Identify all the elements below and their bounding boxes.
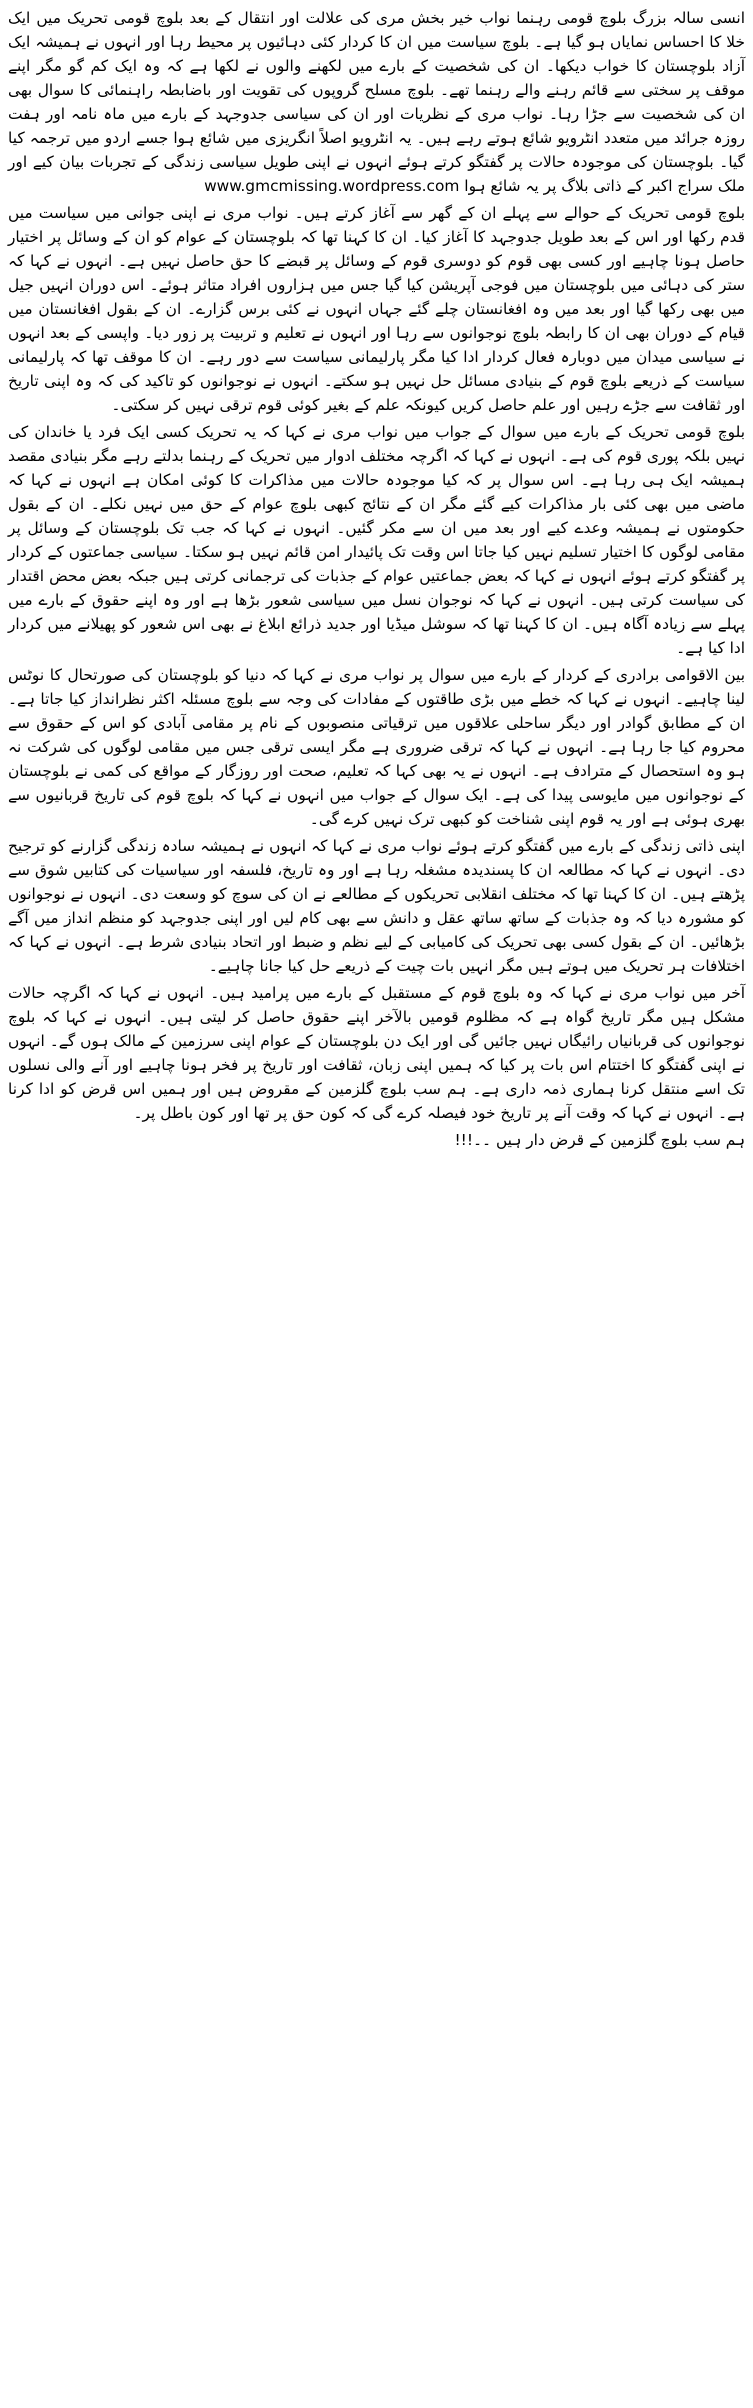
closing-line: ہم سب بلوچ گلزمین کے قرض دار ہیں ۔۔!!! <box>454 1131 745 1149</box>
paragraph: آخر میں نواب مری نے کہا کہ وہ بلوچ قوم کے مستقبل کے بارے میں پرامید ہیں۔ انہوں نے کہا کہ اگرچہ حالات مشکل ہیں مگر تاریخ گواہ ہے کہ مظلوم قومیں بالآخر اپنے حقوق حاصل کر لیتی ہیں۔ انہوں نے کہا کہ بلوچ نوجوانوں کی قربانیاں رائیگاں نہیں جائیں گی اور ایک دن بلوچستان کے عوام اپنی سرزمین کے مالک ہوں گے۔ انہوں نے اپنی گفتگو کا اختتام اس بات پر کیا کہ ہمیں اپنی زبان، ثقافت اور تاریخ پر فخر ہونا چاہیے اور آنے والی نسلوں تک اسے منتقل کرنا ہماری ذمہ داری ہے۔ ہم سب بلوچ گلزمین کے مقروض ہیں اور ہمیں اس قرض کو ادا کرنا ہے۔ انہوں نے کہا کہ وقت آنے پر تاریخ خود فیصلہ کرے گی کہ کون حق پر تھا اور کون باطل پر۔ <box>8 984 745 1122</box>
blog-link[interactable]: www.gmcmissing.wordpress.com <box>204 177 460 195</box>
paragraph: بین الاقوامی برادری کے کردار کے بارے میں سوال پر نواب مری نے کہا کہ دنیا کو بلوچستان کی صورتحال کا نوٹس لینا چاہیے۔ انہوں نے کہا کہ خطے میں بڑی طاقتوں کے مفادات کی وجہ سے بلوچ مسئلہ اکثر نظرانداز کیا جاتا ہے۔ ان کے مطابق گوادر اور دیگر ساحلی علاقوں میں ترقیاتی منصوبوں کے نام پر مقامی آبادی کو اس کے حقوق سے محروم کیا جا رہا ہے۔ انہوں نے کہا کہ ترقی ضروری ہے مگر ایسی ترقی جس میں مقامی لوگوں کی شرکت نہ ہو وہ استحصال کے مترادف ہے۔ انہوں نے یہ بھی کہا کہ تعلیم، صحت اور روزگار کے مواقع کی کمی نے بلوچستان کے نوجوانوں میں مایوسی پیدا کی ہے۔ ایک سوال کے جواب میں انہوں نے کہا کہ بلوچ قوم کی تاریخ قربانیوں سے بھری ہوئی ہے اور یہ قوم اپنی شناخت کو کبھی ترک نہیں کرے گی۔ <box>8 666 745 828</box>
paragraph-intro <box>8 6 745 198</box>
paragraph: بلوچ قومی تحریک کے حوالے سے پہلے ان کے گھر سے آغاز کرتے ہیں۔ نواب مری نے اپنی جوانی میں سیاست میں قدم رکھا اور اس کے بعد طویل جدوجہد کا آغاز کیا۔ ان کا کہنا تھا کہ بلوچستان کے عوام کو ان کے وسائل پر اختیار حاصل ہونا چاہیے اور کسی بھی قوم کو دوسری قوم کے وسائل پر قبضے کا حق حاصل نہیں ہے۔ انہوں نے کہا کہ ستر کی دہائی میں بلوچستان میں فوجی آپریشن کیا گیا جس میں ہزاروں افراد متاثر ہوئے۔ اس دوران انہیں جیل میں بھی رکھا گیا اور بعد میں وہ افغانستان چلے گئے جہاں انہوں نے کئی برس گزارے۔ ان کے بقول افغانستان میں قیام کے دوران بھی ان کا رابطہ بلوچ نوجوانوں سے رہا اور انہوں نے تعلیم و تربیت پر زور دیا۔ واپسی کے بعد انہوں نے سیاسی میدان میں دوبارہ فعال کردار ادا کیا مگر پارلیمانی سیاست سے دور رہے۔ ان کا موقف تھا کہ پارلیمانی سیاست کے ذریعے بلوچ قوم کے بنیادی مسائل حل نہیں ہو سکتے۔ انہوں نے نوجوانوں کو تاکید کی کہ وہ اپنی تاریخ اور ثقافت سے جڑے رہیں اور علم حاصل کریں کیونکہ علم کے بغیر کوئی قوم ترقی نہیں کر سکتی۔ <box>8 204 745 414</box>
interview-article <box>8 6 745 1152</box>
paragraph: اپنی ذاتی زندگی کے بارے میں گفتگو کرتے ہوئے نواب مری نے کہا کہ انہوں نے ہمیشہ سادہ زندگی گزارنے کو ترجیح دی۔ انہوں نے کہا کہ مطالعہ ان کا پسندیدہ مشغلہ رہا ہے اور وہ تاریخ، فلسفہ اور سیاسیات کی کتابیں شوق سے پڑھتے ہیں۔ ان کا کہنا تھا کہ مختلف انقلابی تحریکوں کے مطالعے نے ان کی سوچ کو وسعت دی۔ انہوں نے نوجوانوں کو مشورہ دیا کہ وہ جذبات کے ساتھ ساتھ عقل و دانش سے بھی کام لیں اور اپنی جدوجہد کو منظم انداز میں آگے بڑھائیں۔ ان کے بقول کسی بھی تحریک کی کامیابی کے لیے نظم و ضبط اور اتحاد بنیادی شرط ہے۔ انہوں نے کہا کہ اختلافات ہر تحریک میں ہوتے ہیں مگر انہیں بات چیت کے ذریعے حل کیا جانا چاہیے۔ <box>8 837 745 975</box>
paragraph-intro-text: انسی سالہ بزرگ بلوچ قومی رہنما نواب خیر بخش مری کی علالت اور انتقال کے بعد بلوچ قومی تحریک میں ایک خلا کا احساس نمایاں ہو گیا ہے۔ بلوچ سیاست میں ان کا کردار کئی دہائیوں پر محیط رہا اور انہوں نے ہمیشہ ایک آزاد بلوچستان کا خواب دیکھا۔ ان کی شخصیت کے بارے میں لکھنے والوں نے لکھا ہے کہ وہ ایک کم گو مگر اپنے موقف پر سختی سے قائم رہنے والے رہنما تھے۔ بلوچ مسلح گروپوں کی تقویت اور باضابطہ راہنمائی کا سوال بھی ان کی شخصیت سے جڑا رہا۔ نواب مری کے نظریات اور ان کی سیاسی جدوجہد کے بارے میں ماہ نامہ اور ہفت روزہ جرائد میں متعدد انٹرویو شائع ہوتے رہے ہیں۔ یہ انٹرویو اصلاً انگریزی میں شائع ہوا جسے اردو میں ترجمہ کیا گیا۔ بلوچستان کی موجودہ حالات پر گفتگو کرتے ہوئے انہوں نے اپنی طویل سیاسی زندگی کے تجربات بیان کیے اور ملک سراج اکبر کے ذاتی بلاگ پر یہ شائع ہوا <box>8 9 745 195</box>
paragraph: بلوچ قومی تحریک کے بارے میں سوال کے جواب میں نواب مری نے کہا کہ یہ تحریک کسی ایک فرد یا خاندان کی نہیں بلکہ پوری قوم کی ہے۔ انہوں نے کہا کہ اگرچہ مختلف ادوار میں تحریک کے رہنما بدلتے رہے مگر بنیادی مقصد ہمیشہ ایک ہی رہا ہے۔ اس سوال پر کہ کیا موجودہ حالات میں مذاکرات کا کوئی امکان ہے انہوں نے کہا کہ ماضی میں بھی کئی بار مذاکرات کیے گئے مگر ان کے نتائج کبھی بلوچ عوام کے حق میں نہیں نکلے۔ ان کے بقول حکومتوں نے ہمیشہ وعدے کیے اور بعد میں ان سے مکر گئیں۔ انہوں نے کہا کہ جب تک بلوچستان کے وسائل پر مقامی لوگوں کا اختیار تسلیم نہیں کیا جاتا اس وقت تک پائیدار امن قائم نہیں ہو سکتا۔ سیاسی جماعتوں کے کردار پر گفتگو کرتے ہوئے انہوں نے کہا کہ بعض جماعتیں عوام کے جذبات کی ترجمانی کرتی ہیں جبکہ بعض محض اقتدار کی سیاست کرتی ہیں۔ انہوں نے کہا کہ نوجوان نسل میں سیاسی شعور بڑھا ہے اور وہ اپنے حقوق کے بارے میں پہلے سے زیادہ آگاہ ہیں۔ ان کا کہنا تھا کہ سوشل میڈیا اور جدید ذرائع ابلاغ نے بھی اس شعور کو پھیلانے میں کردار ادا کیا ہے۔ <box>8 423 745 657</box>
